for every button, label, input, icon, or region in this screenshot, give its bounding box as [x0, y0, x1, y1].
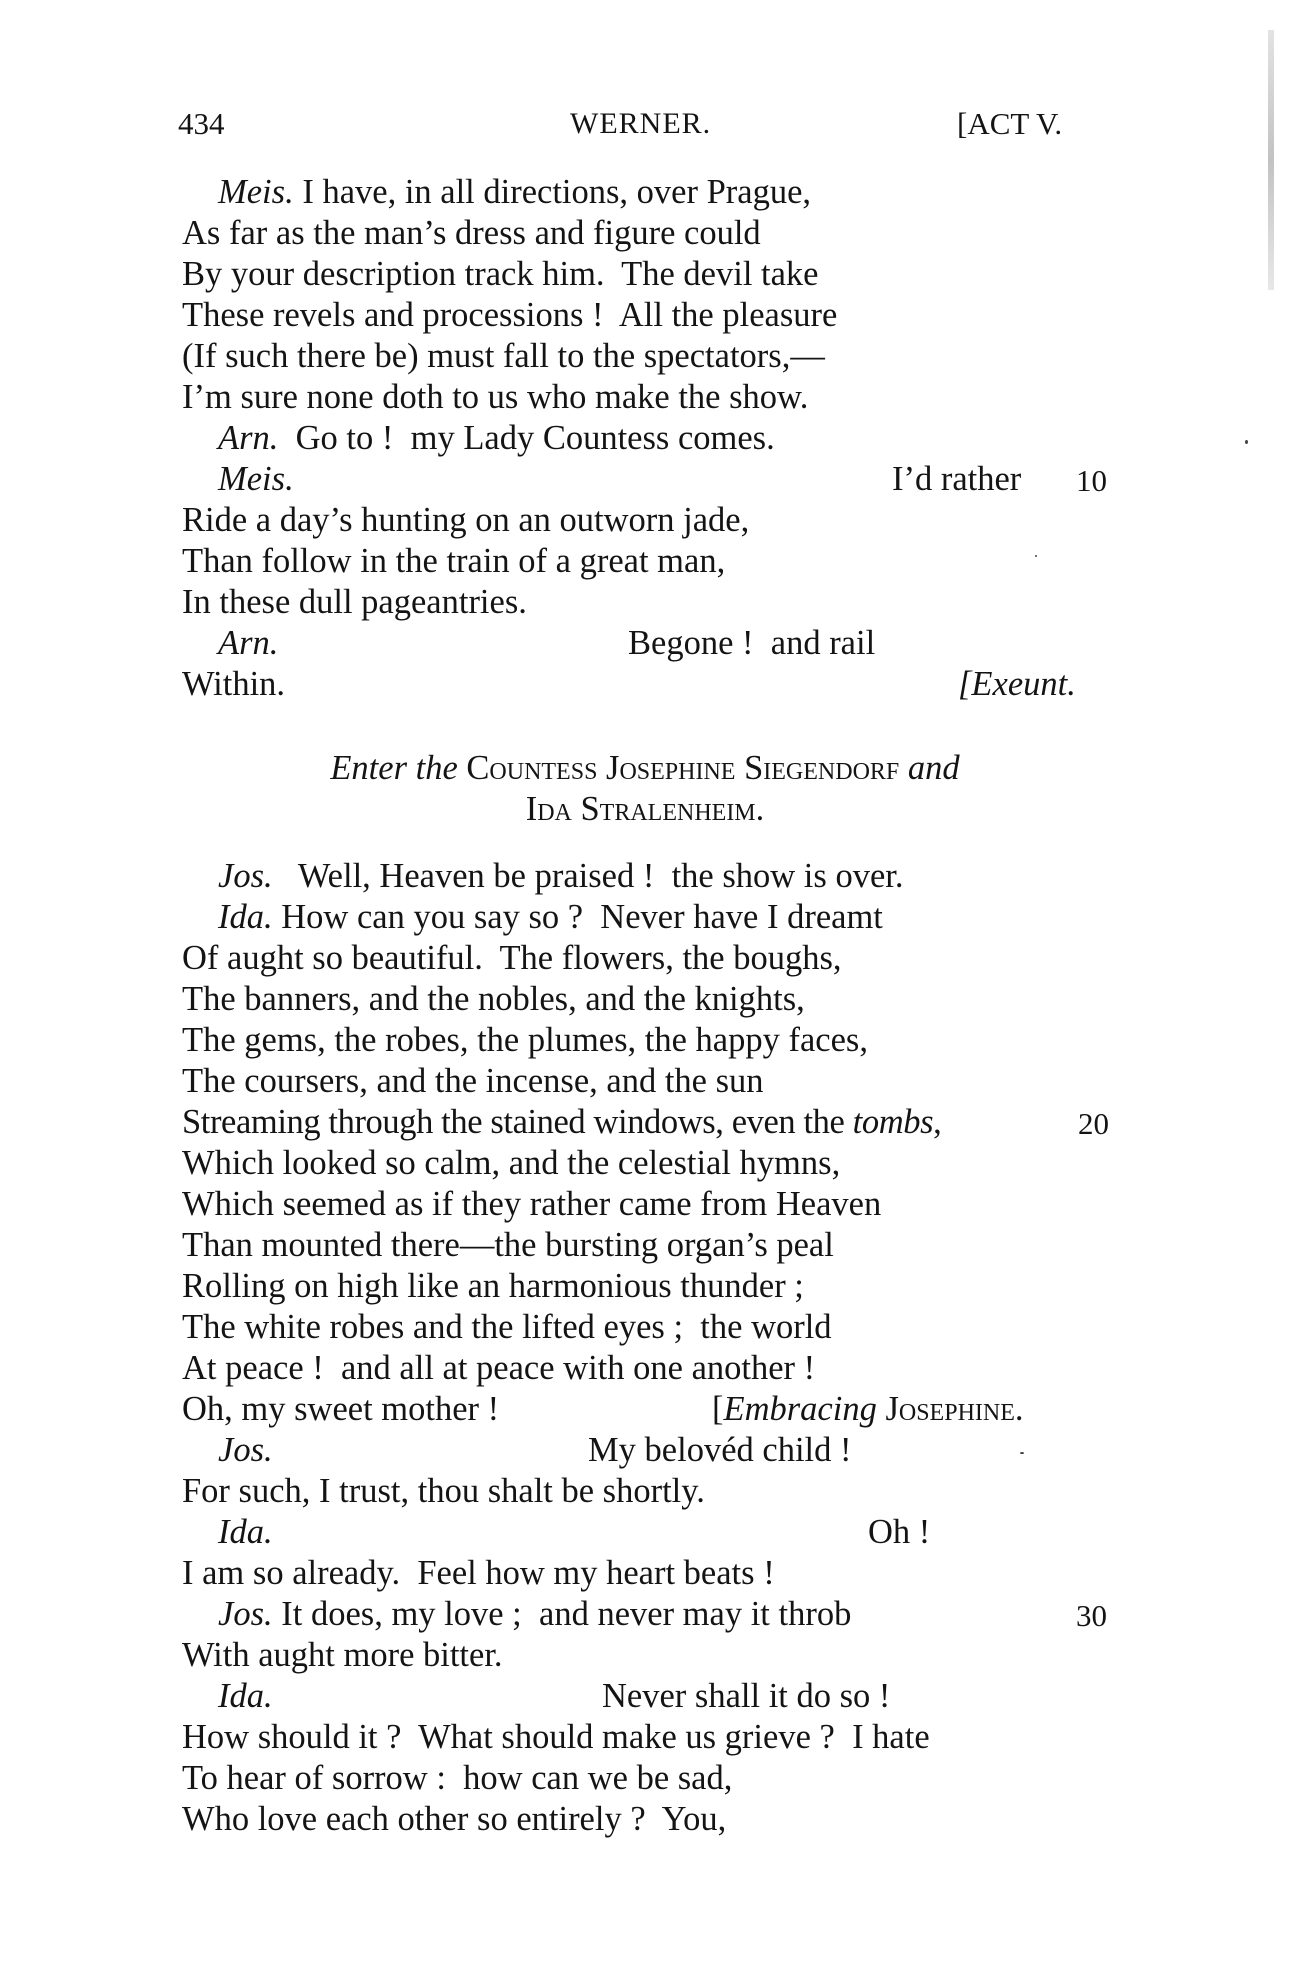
verse-line: By your description track him. The devil take [182, 255, 819, 293]
ink-speck [1035, 555, 1037, 557]
ink-speck [1245, 440, 1248, 444]
verse-line: The coursers, and the incense, and the sun [182, 1062, 764, 1100]
verse-line: At peace ! and all at peace with one another ! [182, 1349, 816, 1387]
ink-speck [1020, 1452, 1024, 1454]
verse-line: Jos. Well, Heaven be praised ! the show is over. [218, 857, 904, 895]
page-edge-shadow [1268, 30, 1274, 290]
verse-line: Than follow in the train of a great man, [182, 542, 726, 580]
speaker-name: Jos. [218, 1431, 273, 1469]
verse-line: The banners, and the nobles, and the knights, [182, 980, 805, 1018]
verse-line: Arn. Go to ! my Lady Countess comes. [218, 419, 775, 457]
verse-line: Within. [182, 665, 286, 703]
stage-direction-embracing: [Embracing Josephine. [712, 1390, 1024, 1428]
verse-line: Begone ! and rail [628, 624, 876, 662]
verse-line: Which looked so calm, and the celestial hymns, [182, 1144, 841, 1182]
verse-line: Of aught so beautiful. The flowers, the boughs, [182, 939, 842, 977]
verse-line: Who love each other so entirely ? You, [182, 1800, 727, 1838]
verse-line: How should it ? What should make us grieve ? I hate [182, 1718, 930, 1756]
speaker-name: Jos. [218, 1595, 273, 1633]
verse-line: Ride a day’s hunting on an outworn jade, [182, 501, 750, 539]
verse-line: Oh, my sweet mother ! [182, 1390, 500, 1428]
verse-line: With aught more bitter. [182, 1636, 503, 1674]
page-number: 434 [178, 106, 225, 141]
verse-line: In these dull pageantries. [182, 583, 527, 621]
speaker-name: Ida. [218, 1513, 273, 1551]
verse-line: Ida. How can you say so ? Never have I dreamt [218, 898, 883, 936]
verse-line: These revels and processions ! All the pleasure [182, 296, 838, 334]
speaker-name: Meis. [218, 173, 294, 211]
verse-line: Rolling on high like an harmonious thunder ; [182, 1267, 804, 1305]
verse-line: Streaming through the stained windows, even the tombs, [182, 1103, 942, 1141]
verse-line: My belovéd child ! [588, 1431, 852, 1469]
speaker-name: Ida. [218, 898, 273, 936]
verse-line: Never shall it do so ! [602, 1677, 891, 1715]
stage-direction-enter-cont: Ida Stralenheim. [525, 790, 765, 828]
verse-line: The gems, the robes, the plumes, the happy faces, [182, 1021, 868, 1059]
speaker-name: Ida. [218, 1677, 273, 1715]
verse-line: Jos. It does, my love ; and never may it throb [218, 1595, 852, 1633]
line-number: 10 [1076, 463, 1107, 498]
speaker-name: Arn. [218, 624, 279, 662]
running-title: WERNER. [570, 107, 712, 140]
verse-line: I am so already. Feel how my heart beats ! [182, 1554, 775, 1592]
verse-line: Oh ! [868, 1513, 931, 1551]
verse-line: I’d rather [892, 460, 1022, 498]
verse-line: (If such there be) must fall to the spectators,— [182, 337, 825, 375]
verse-line: Than mounted there—the bursting organ’s peal [182, 1226, 834, 1264]
verse-line: I’m sure none doth to us who make the show. [182, 378, 809, 416]
speaker-name: Arn. [218, 419, 279, 457]
verse-line: To hear of sorrow : how can we be sad, [182, 1759, 733, 1797]
verse-line: Which seemed as if they rather came from Heaven [182, 1185, 882, 1223]
line-number: 30 [1076, 1598, 1107, 1633]
line-number: 20 [1078, 1106, 1109, 1141]
act-label: [ACT V. [957, 106, 1063, 141]
stage-direction-enter: Enter the Countess Josephine Siegendorf and [330, 749, 960, 787]
verse-line: Meis. I have, in all directions, over Prague, [218, 173, 812, 211]
stage-direction-exeunt: [Exeunt. [958, 665, 1076, 703]
verse-line: As far as the man’s dress and figure could [182, 214, 761, 252]
speaker-name: Meis. [218, 460, 294, 498]
speaker-name: Jos. [218, 857, 273, 895]
verse-line: The white robes and the lifted eyes ; the world [182, 1308, 832, 1346]
verse-line: For such, I trust, thou shalt be shortly. [182, 1472, 705, 1510]
